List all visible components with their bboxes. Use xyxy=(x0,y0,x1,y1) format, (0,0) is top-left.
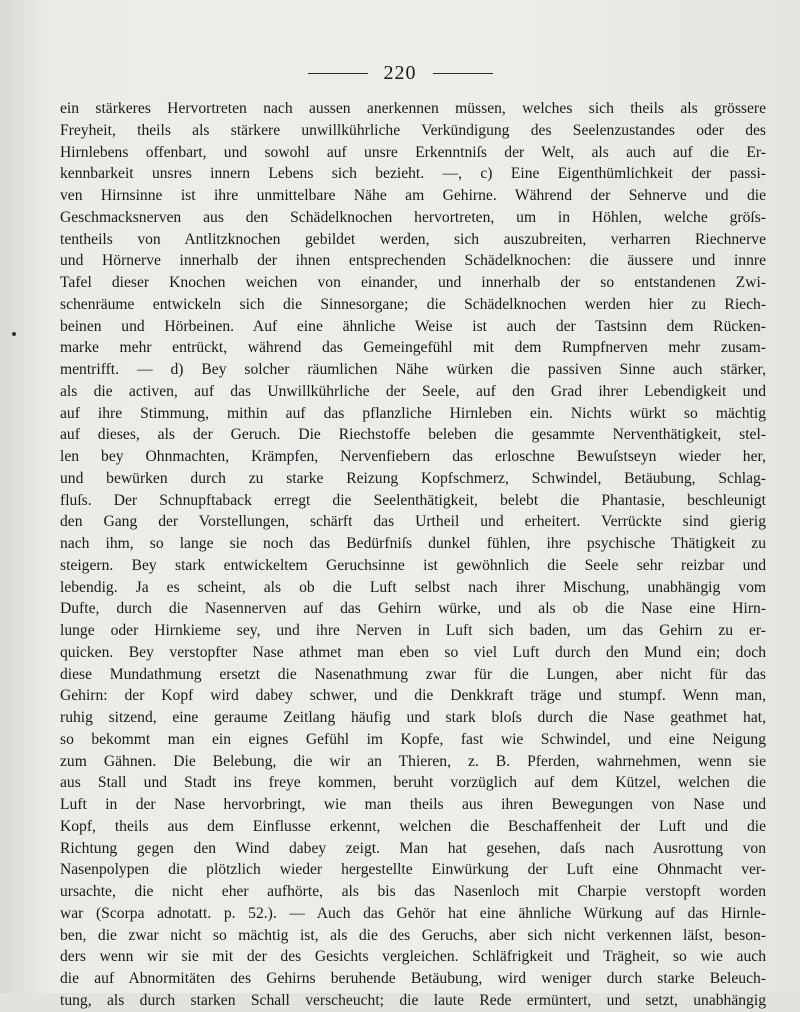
text-line: ven Hirnsinne ist ihre unmittelbare Nähe am Gehirne. Während der Sehnerve und die xyxy=(60,187,766,204)
text-line: auf dieses, als der Geruch. Die Riechstoffe beleben die gesammte Nerventhätigkeit, stel- xyxy=(60,426,766,444)
text-line: Geschmacksnerven aus den Schädelknochen hervortreten, um in Höhlen, welche gröſs- xyxy=(60,208,766,226)
margin-mark xyxy=(12,332,16,336)
text-line: mentrifft. — d) Bey solcher räumlichen Nähe würken die passiven Sinne auch stärker, xyxy=(60,361,766,378)
text-line: fluſs. Der Schnupftaback erregt die Seelenthätigkeit, belebt die Phantasie, beschleunigt xyxy=(60,491,766,509)
text-line: marke mehr entrückt, während das Gemeingefühl mit dem Rumpfnerven mehr zusam- xyxy=(60,339,766,357)
text-line: war (Scorpa adnotatt. p. 52.). — Auch das Gehör hat eine ähnliche Würkung auf das Hirnle- xyxy=(60,904,766,922)
text-line: ein stärkeres Hervortreten nach aussen anerkennen müssen, welches sich theils als grössere xyxy=(60,100,766,117)
text-line: steigern. Bey stark entwickeltem Geruchsinne ist gewöhnlich die Seele sehr reizbar und xyxy=(60,556,766,574)
body-text xyxy=(60,98,766,1012)
text-line: ben, die zwar nicht so mächtig ist, als die des Geruchs, aber sich nicht verkennen läſst, beson- xyxy=(60,926,766,944)
text-line: quicken. Bey verstopfter Nase athmet man eben so viel Luft durch den Mund ein; doch xyxy=(60,643,766,661)
text-line: diese Mundathmung ersetzt die Nasenathmung zwar für die Lungen, aber nicht für das xyxy=(60,665,766,683)
text-line: Tafel dieser Knochen weichen von einander, und innerhalb der so entstandenen Zwi- xyxy=(60,274,766,291)
text-line: nach ihm, so lange sie noch das Bedürfniſs dunkel fühlen, ihre psychische Thätigkeit zu xyxy=(60,535,766,552)
text-line: kennbarkeit unsres innern Lebens sich bezieht. —, c) Eine Eigenthümlichkeit der passi- xyxy=(60,165,766,183)
header-rule-left xyxy=(308,73,368,74)
page-header xyxy=(0,58,800,88)
text-line: ders wenn wir sie mit der des Gesichts vergleichen. Schläfrigkeit und Trägheit, so wie auch xyxy=(60,948,766,966)
text-line: tung, als durch starken Schall verscheucht; die laute Rede ermüntert, und setzt, unabhängig xyxy=(60,991,766,1009)
text-line: den Gang der Vorstellungen, schärft das Urtheil und erheitert. Verrückte sind gierig xyxy=(60,513,766,531)
text-line: lunge oder Hirnkieme sey, und ihre Nerven in Luft sich baden, um das Gehirn zu er- xyxy=(60,622,766,639)
text-line: und bewürken durch zu starke Reizung Kopfschmerz, Schwindel, Betäubung, Schlag- xyxy=(60,469,766,487)
text-line: len bey Ohnmachten, Krämpfen, Nervenfiebern das erloschne Bewuſstseyn wieder her, xyxy=(60,448,766,465)
text-line: Luft in der Nase hervorbringt, wie man theils aus ihren Bewegungen von Nase und xyxy=(60,796,766,813)
text-line: Richtung gegen den Wind dabey zeigt. Man hat gesehen, daſs nach Ausrottung von xyxy=(60,839,766,857)
text-line: und Hörnerve innerhalb der ihnen entsprechenden Schädelknochen: die äussere und innre xyxy=(60,252,766,270)
text-line: die auf Abnormitäten des Gehirns beruhende Betäubung, wird weniger durch starke Beleuch- xyxy=(60,970,766,987)
text-line: beinen und Hörbeinen. Auf eine ähnliche Weise ist auch der Tastsinn dem Rücken- xyxy=(60,317,766,335)
page-number: 220 xyxy=(383,61,417,84)
text-line: schenräume entwickeln sich die Sinnesorgane; die Schädelknochen werden hier zu Riech- xyxy=(60,295,766,313)
text-line: Kopf, theils aus dem Einflusse erkennt, welchen die Beschaffenheit der Luft und die xyxy=(60,817,766,835)
text-line: lebendig. Ja es scheint, als ob die Luft selbst nach ihrer Mischung, unabhängig vom xyxy=(60,578,766,596)
header-rule-right xyxy=(433,73,493,74)
text-line: als die activen, auf das Unwillkührliche der Seele, auf den Grad ihrer Lebendigkeit und xyxy=(60,382,766,400)
text-line: ruhig sitzend, eine geraume Zeitlang häufig und stark bloſs durch die Nase geathmet hat, xyxy=(60,709,766,726)
text-line: so bekommt man ein eignes Gefühl im Kopfe, fast wie Schwindel, und eine Neigung xyxy=(60,730,766,748)
text-line: auf ihre Stimmung, mithin auf das pflanzliche Hirnleben ein. Nichts würkt so mächtig xyxy=(60,404,766,422)
text-line: Nasenpolypen die plötzlich wieder hergestellte Einwürkung der Luft eine Ohnmacht ver- xyxy=(60,861,766,879)
text-line: ursachte, die nicht eher aufhörte, als bis das Nasenloch mit Charpie verstopft worden xyxy=(60,883,766,900)
text-line: tentheils von Antlitzknochen gebildet werden, sich auszubreiten, verharren Riechnerve xyxy=(60,230,766,248)
text-line: Freyheit, theils als stärkere unwillkührliche Verkündigung des Seelenzustandes oder des xyxy=(60,121,766,139)
text-line: aus Stall und Stadt ins freye kommen, beruht vorzüglich auf dem Kützel, welchen die xyxy=(60,774,766,792)
text-line: Hirnlebens offenbart, und sowohl auf unsre Erkenntniſs der Welt, als auch auf die Er- xyxy=(60,143,766,161)
text-line: zum Gähnen. Die Belebung, die wir an Thieren, z. B. Pferden, wahrnehmen, wenn sie xyxy=(60,752,766,770)
text-line: Dufte, durch die Nasennerven auf das Gehirn würke, und als ob die Nase eine Hirn- xyxy=(60,600,766,618)
text-line: Gehirn: der Kopf wird dabey schwer, und die Denkkraft träge und stumpf. Wenn man, xyxy=(60,687,766,705)
